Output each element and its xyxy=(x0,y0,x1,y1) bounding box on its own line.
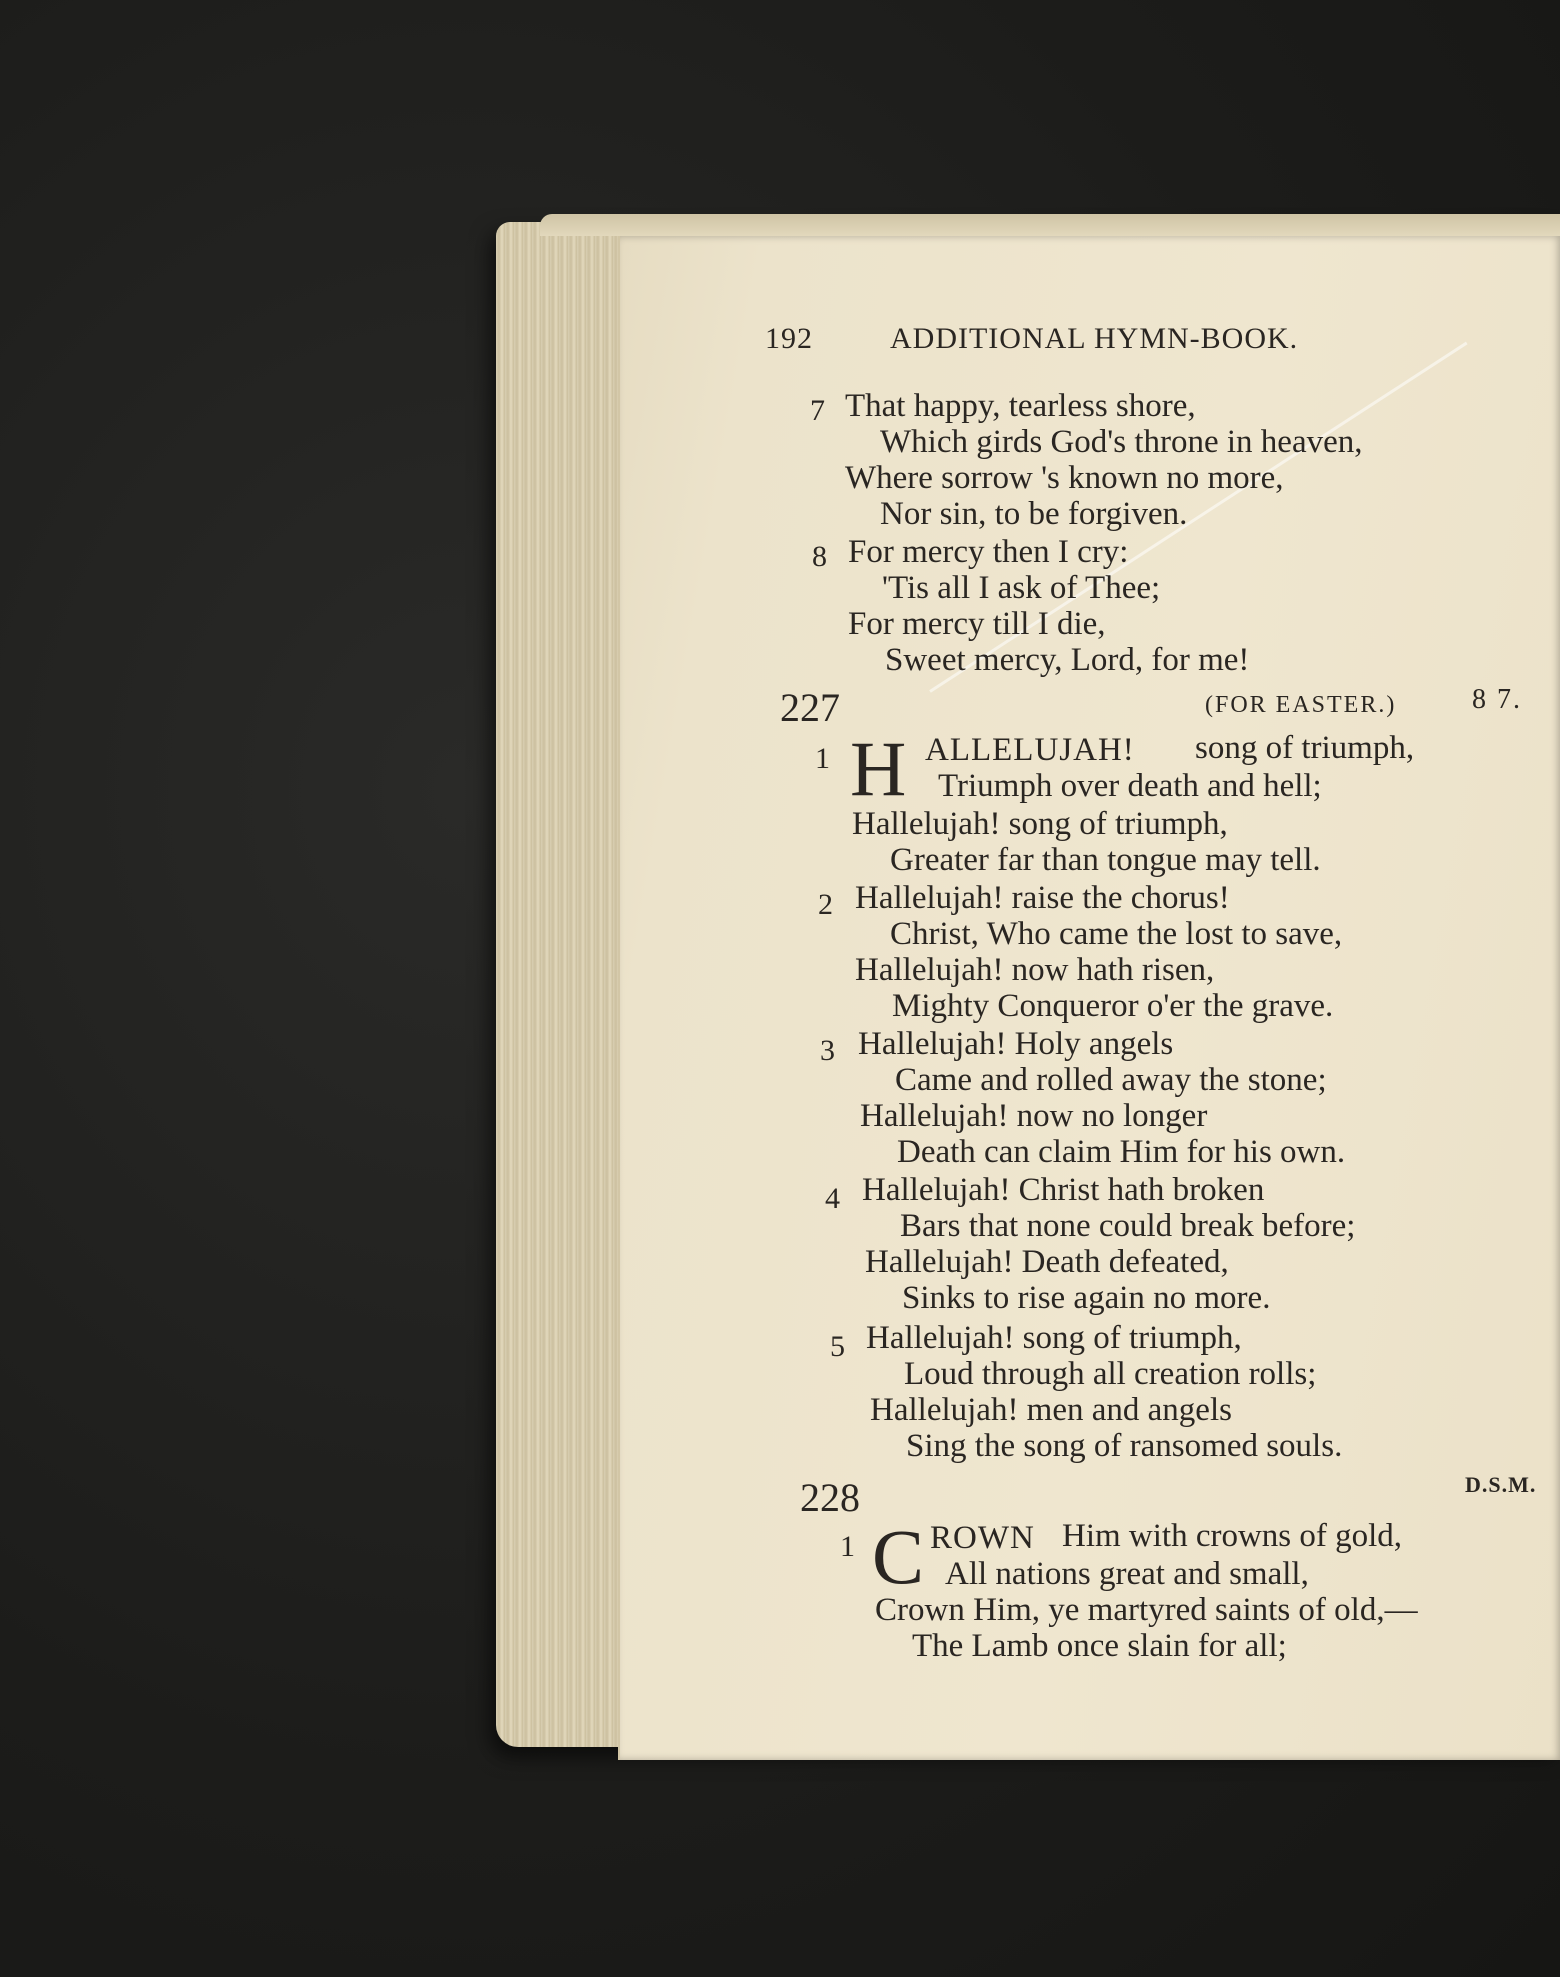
verse-line: All nations great and small, xyxy=(945,1556,1309,1592)
verse-line: 'Tis all I ask of Thee; xyxy=(882,570,1161,606)
verse-line: Sweet mercy, Lord, for me! xyxy=(885,642,1250,678)
verse-line: For mercy then I cry: xyxy=(848,534,1129,570)
verse-line: Death can claim Him for his own. xyxy=(897,1134,1346,1170)
verse-line: Greater far than tongue may tell. xyxy=(890,842,1321,878)
verse-line: Which girds God's throne in heaven, xyxy=(880,424,1363,460)
drop-cap: H xyxy=(850,725,907,812)
verse-line: Hallelujah! men and angels xyxy=(870,1392,1232,1428)
verse-number: 4 xyxy=(825,1182,840,1215)
verse-number: 3 xyxy=(820,1034,835,1067)
verse-line: Sing the song of ransomed souls. xyxy=(906,1428,1343,1464)
verse-line: Loud through all creation rolls; xyxy=(904,1356,1317,1392)
verse-number: 1 xyxy=(840,1530,855,1563)
verse-number: 2 xyxy=(818,888,833,921)
verse-line: Hallelujah! raise the chorus! xyxy=(855,880,1230,916)
verse-line: Hallelujah! Holy angels xyxy=(858,1026,1174,1062)
book-title: ADDITIONAL HYMN-BOOK. xyxy=(890,322,1299,355)
verse-line: Hallelujah! Christ hath broken xyxy=(862,1172,1265,1208)
book-top-edge xyxy=(540,214,1560,236)
verse-line: That happy, tearless shore, xyxy=(845,388,1196,424)
hymn-number: 228 xyxy=(800,1475,860,1520)
verse-number: 7 xyxy=(810,394,825,427)
verse-line: Hallelujah! song of triumph, xyxy=(852,806,1228,842)
verse-line: Mighty Conqueror o'er the grave. xyxy=(892,988,1334,1024)
hymn-occasion: (FOR EASTER.) xyxy=(1205,692,1397,718)
verse-line: Hallelujah! Death defeated, xyxy=(865,1244,1229,1280)
verse-number: 1 xyxy=(815,742,830,775)
verse-line: Nor sin, to be forgiven. xyxy=(880,496,1188,532)
hymn-meter: 8 7. xyxy=(1472,684,1522,715)
verse-line: Sinks to rise again no more. xyxy=(902,1280,1271,1316)
verse-line: Hallelujah! song of triumph, xyxy=(866,1320,1242,1356)
page-header xyxy=(765,322,1298,356)
verse-line: Triumph over death and hell; xyxy=(938,768,1322,804)
verse-line: Christ, Who came the lost to save, xyxy=(890,916,1343,952)
verse-number: 8 xyxy=(812,540,827,573)
page-number: 192 xyxy=(765,322,813,355)
verse-line: Hallelujah! now no longer xyxy=(860,1098,1208,1134)
drop-cap: C xyxy=(872,1513,925,1600)
verse-line: Where sorrow 's known no more, xyxy=(845,460,1284,496)
verse-line: song of triumph, xyxy=(1195,730,1415,766)
verse-line: The Lamb once slain for all; xyxy=(912,1628,1287,1664)
verse-number: 5 xyxy=(830,1330,845,1363)
verse-line: Bars that none could break before; xyxy=(900,1208,1356,1244)
verse-first-word: ROWN xyxy=(930,1520,1035,1556)
verse-line: Crown Him, ye martyred saints of old,— xyxy=(875,1592,1418,1628)
verse-line: Him with crowns of gold, xyxy=(1062,1518,1403,1554)
verse-line: Hallelujah! now hath risen, xyxy=(855,952,1215,988)
verse-first-word: ALLELUJAH! xyxy=(925,732,1135,768)
verse-line: Came and rolled away the stone; xyxy=(895,1062,1327,1098)
hymn-meter: D.S.M. xyxy=(1465,1472,1537,1497)
verse-line: For mercy till I die, xyxy=(848,606,1106,642)
hymn-number: 227 xyxy=(780,685,840,730)
